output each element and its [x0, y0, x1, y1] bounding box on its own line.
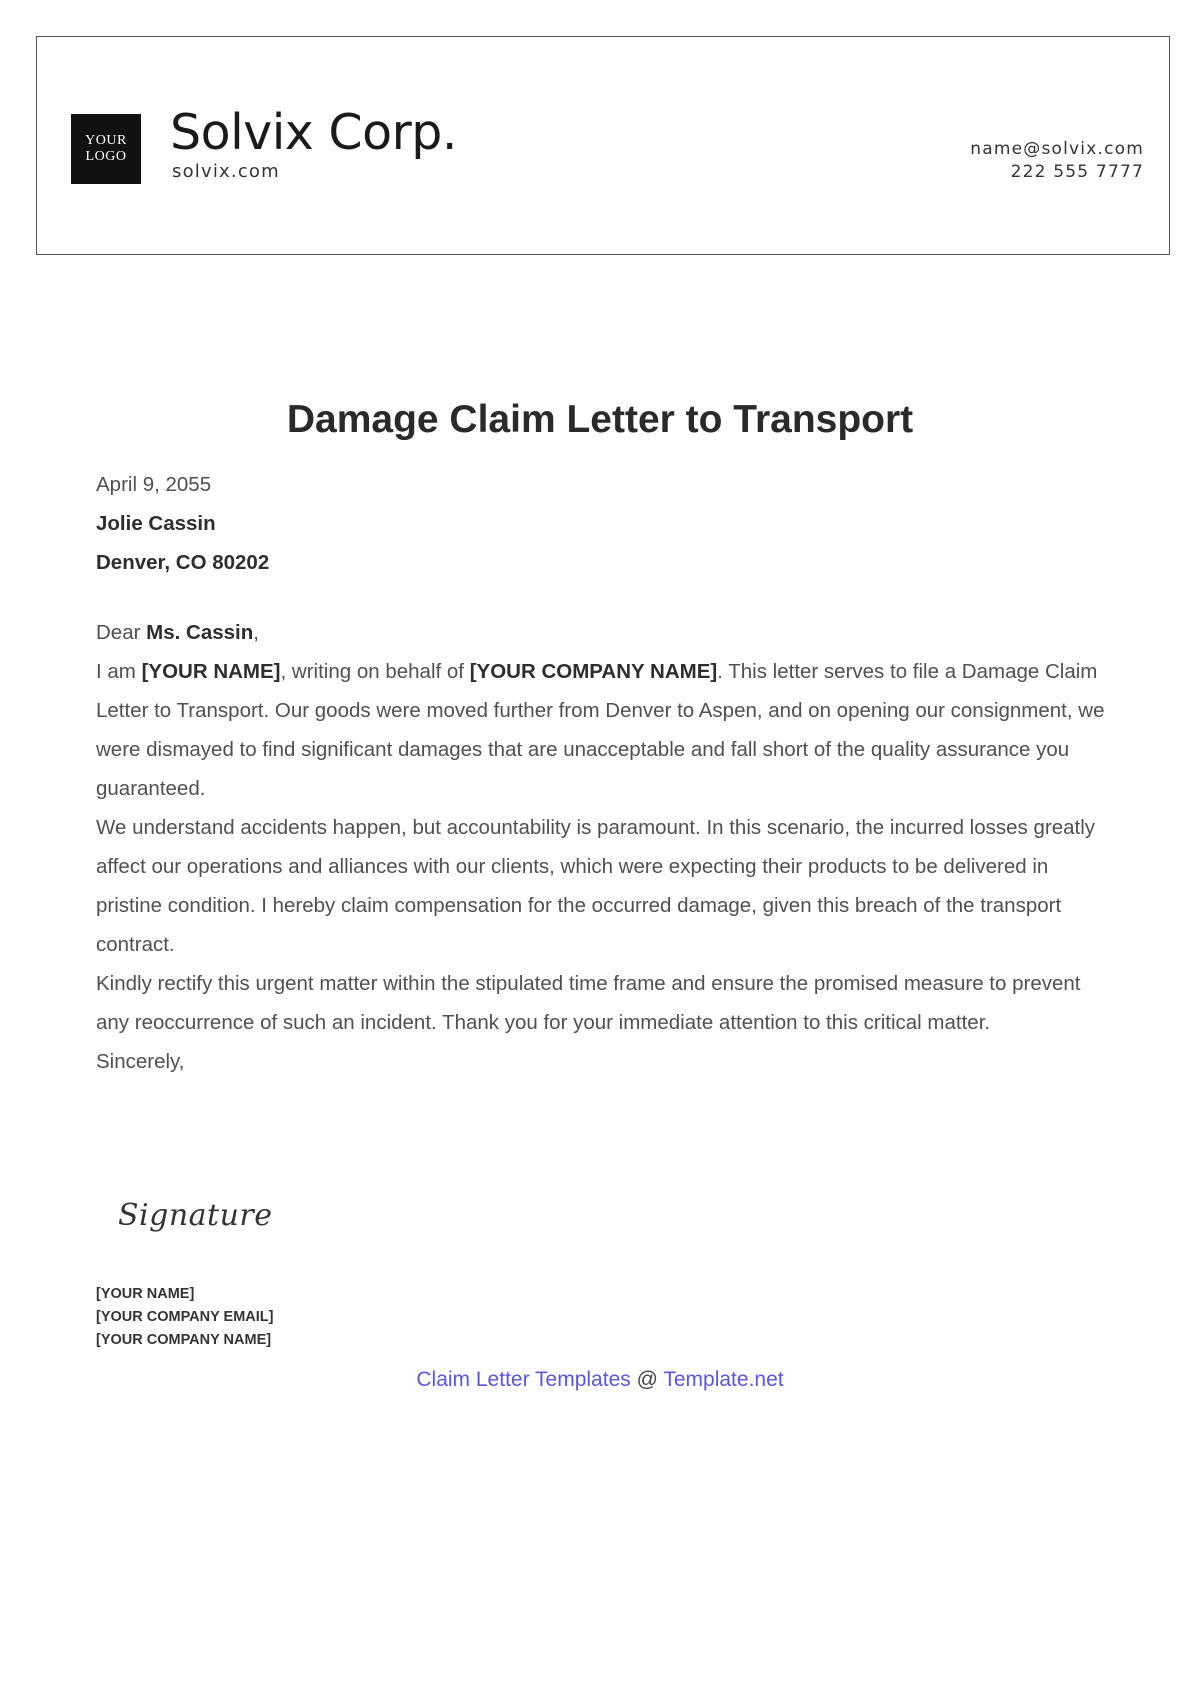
company-logo	[71, 114, 141, 184]
signature-image: Signature	[118, 1198, 273, 1233]
paragraph-1	[96, 652, 1106, 808]
para1-text-c: . This letter serves to file a Damage Claim Letter to Transport. Our goods were moved further from Denver to Aspen, and on opening our consignment, we were dismayed to find significant damages that are unacceptable and fall short of the quality assurance you guaranteed.	[96, 660, 1105, 800]
recipient-address: Denver, CO 80202	[96, 551, 270, 574]
letter-date: April 9, 2055	[96, 473, 212, 496]
footer-separator: @	[630, 1368, 664, 1391]
para1-text-a: I am	[96, 660, 142, 683]
logo-line-1: YOUR	[85, 133, 127, 148]
closing: Sincerely,	[96, 1050, 185, 1073]
contact-phone: 222 555 7777	[1010, 162, 1144, 182]
paragraph-2: We understand accidents happen, but accountability is paramount. In this scenario, the incurred losses greatly affect our operations and alliances with our clients, which were expecting their products to be delivered in pristine condition. I hereby claim compensation for the occurred damage, given this breach of the transport contract.	[96, 816, 1095, 956]
contact-email: name@solvix.com	[970, 139, 1144, 159]
company-name: Solvix Corp.	[170, 104, 457, 161]
paragraph-3: Kindly rectify this urgent matter within the stipulated time frame and ensure the promised measure to prevent any reoccurrence of such an incident. Thank you for your immediate attention to this critical matter.	[96, 972, 1081, 1034]
para1-text-b: , writing on behalf of	[280, 660, 470, 683]
contact-info	[970, 138, 1144, 184]
letterhead	[36, 36, 1170, 255]
logo-line-2: LOGO	[85, 149, 127, 164]
placeholder-your-name: [YOUR NAME]	[141, 660, 281, 683]
claim-letter-templates-link[interactable]: Claim Letter Templates	[416, 1368, 631, 1391]
sign-name: [YOUR NAME]	[96, 1286, 195, 1302]
footer	[0, 1368, 1200, 1392]
letter-body	[96, 465, 1106, 1081]
salutation-prefix: Dear	[96, 621, 147, 644]
company-website: solvix.com	[172, 161, 280, 182]
salutation-name: Ms. Cassin	[146, 621, 254, 644]
document-title: Damage Claim Letter to Transport	[286, 398, 914, 441]
placeholder-company-name: [YOUR COMPANY NAME]	[469, 660, 718, 683]
recipient-name: Jolie Cassin	[96, 512, 216, 535]
salutation	[96, 613, 1106, 652]
signature-block	[96, 1283, 274, 1352]
template-net-link[interactable]: Template.net	[663, 1368, 784, 1391]
sign-email: [YOUR COMPANY EMAIL]	[96, 1309, 274, 1325]
sign-company: [YOUR COMPANY NAME]	[96, 1332, 272, 1348]
salutation-suffix: ,	[253, 621, 259, 644]
